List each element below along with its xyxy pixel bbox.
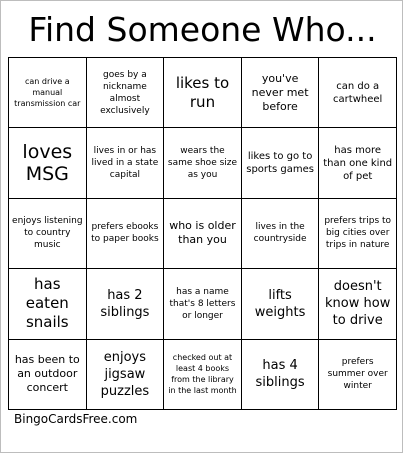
bingo-cell[interactable] <box>319 269 397 339</box>
cell-text: wears the same shoe size as you <box>167 146 238 181</box>
bingo-cell[interactable] <box>9 128 87 198</box>
bingo-cell[interactable] <box>87 269 165 339</box>
cell-text: has been to an outdoor concert <box>14 353 80 395</box>
bingo-cell[interactable] <box>9 269 87 339</box>
cell-text: prefers trips to big cities over trips in nature <box>324 216 392 251</box>
cell-text: has more than one kind of pet <box>323 144 393 182</box>
cell-text: prefers summer over winter <box>327 357 388 392</box>
bingo-cell[interactable] <box>319 128 397 198</box>
bingo-cell[interactable] <box>164 340 242 410</box>
cell-text: has 4 siblings <box>255 358 305 391</box>
cell-text: checked out at least 4 books from the library in the last month <box>168 353 237 396</box>
bingo-cell[interactable] <box>242 199 320 269</box>
bingo-grid <box>8 57 397 410</box>
cell-text: can drive a manual transmission car <box>14 77 81 109</box>
cell-text: lifts weights <box>254 287 306 320</box>
bingo-cell[interactable] <box>9 340 87 410</box>
cell-text: who is older than you <box>169 219 236 247</box>
bingo-cell[interactable] <box>87 340 165 410</box>
cell-text: likes to run <box>175 73 230 111</box>
footer-credit: BingoCardsFree.com <box>14 412 138 426</box>
bingo-cell[interactable] <box>319 340 397 410</box>
bingo-cell[interactable] <box>87 128 165 198</box>
bingo-cell[interactable] <box>242 269 320 339</box>
card-title: Find Someone Who... <box>28 10 377 49</box>
cell-text: goes by a nickname almost exclusively <box>100 69 150 116</box>
cell-text: has eaten snails <box>25 275 69 332</box>
cell-text: prefers ebooks to paper books <box>91 222 159 245</box>
cell-text: you've never met before <box>251 71 309 113</box>
cell-text: lives in the countryside <box>253 222 307 245</box>
bingo-cell[interactable] <box>242 128 320 198</box>
bingo-cell[interactable] <box>164 269 242 339</box>
bingo-cell[interactable] <box>87 199 165 269</box>
cell-text: doesn't know how to drive <box>325 279 391 329</box>
bingo-cell[interactable] <box>242 340 320 410</box>
bingo-cell[interactable] <box>9 199 87 269</box>
bingo-cell[interactable] <box>242 58 320 128</box>
bingo-cell[interactable] <box>164 58 242 128</box>
cell-text: lives in or has lived in a state capital <box>91 146 159 181</box>
cell-text: has a name that's 8 letters or longer <box>169 286 236 321</box>
cell-text: loves MSG <box>22 141 73 186</box>
cell-text: enjoys jigsaw puzzles <box>100 349 150 399</box>
bingo-cell[interactable] <box>9 58 87 128</box>
cell-text: enjoys listening to country music <box>12 216 83 251</box>
cell-text: likes to go to sports games <box>246 151 314 176</box>
bingo-cell[interactable] <box>319 58 397 128</box>
bingo-cell[interactable] <box>164 128 242 198</box>
bingo-cell[interactable] <box>164 199 242 269</box>
bingo-cell[interactable] <box>319 199 397 269</box>
bingo-cell[interactable] <box>87 58 165 128</box>
cell-text: can do a cartwheel <box>333 80 383 105</box>
cell-text: has 2 siblings <box>100 287 150 320</box>
